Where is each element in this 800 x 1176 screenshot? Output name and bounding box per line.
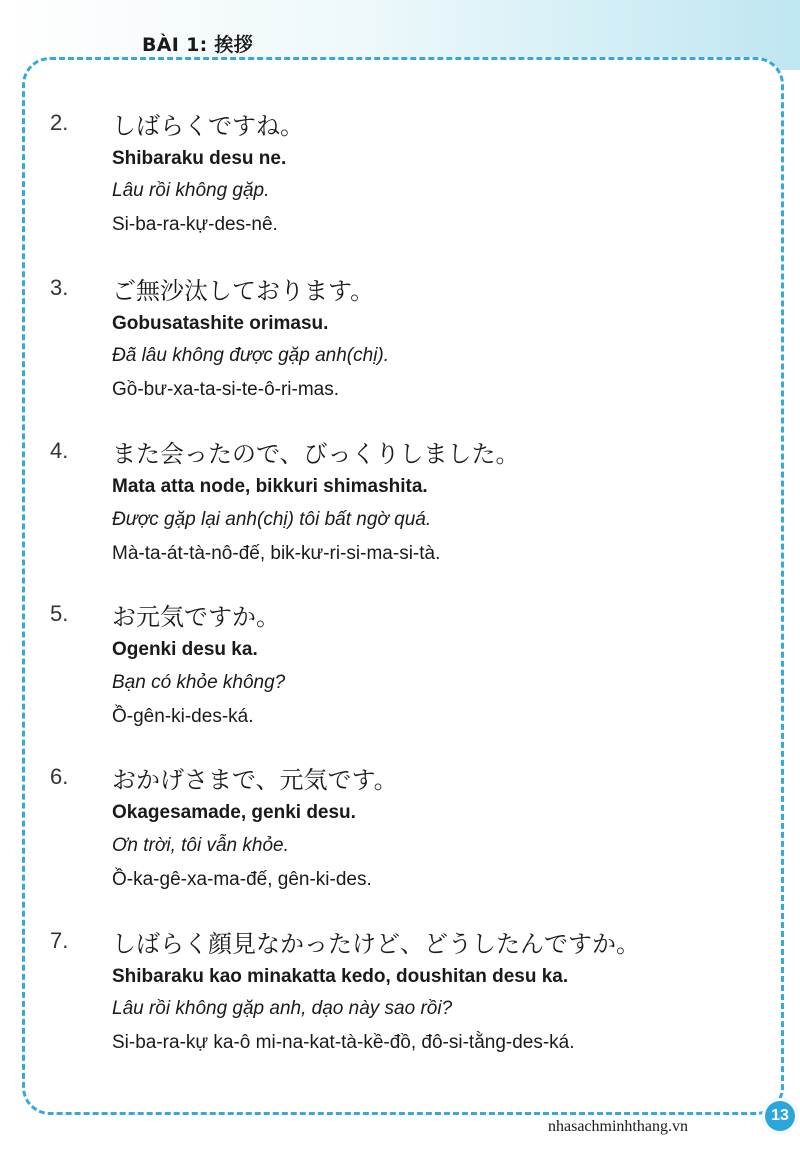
publisher-website: nhasachminhthang.vn — [548, 1118, 688, 1135]
lesson-header — [142, 30, 253, 57]
pronunciation-text: Ồ-ka-gê-xa-ma-đế, gên-ki-des. — [112, 869, 372, 890]
romaji-text: Ogenki desu ka. — [112, 639, 258, 660]
japanese-phrase: また会ったので、びっくりしました。 — [112, 440, 520, 468]
lesson-label: BÀI 1: — [142, 34, 208, 56]
romaji-text: Gobusatashite orimasu. — [112, 313, 329, 334]
japanese-phrase: ご無沙汰しております。 — [112, 277, 375, 305]
entry-number: 5. — [50, 601, 69, 626]
pronunciation-text: Si-ba-ra-kự-des-nê. — [112, 214, 278, 235]
entry-number: 4. — [50, 438, 69, 463]
japanese-phrase: しばらくですね。 — [112, 112, 304, 140]
japanese-phrase: お元気ですか。 — [112, 603, 280, 631]
japanese-phrase: しばらく顔見なかったけど、どうしたんですか。 — [112, 930, 640, 958]
entry-number: 7. — [50, 928, 69, 953]
vietnamese-meaning: Bạn có khỏe không? — [112, 672, 286, 693]
romaji-text: Mata atta node, bikkuri shimashita. — [112, 476, 428, 497]
pronunciation-text: Si-ba-ra-kự ka-ô mi-na-kat-tà-kề-đồ, đô-si-tằng-des-ká. — [112, 1032, 575, 1053]
japanese-phrase: おかげさまで、元気です。 — [112, 766, 398, 794]
vietnamese-meaning: Lâu rồi không gặp. — [112, 180, 270, 201]
vietnamese-meaning: Đã lâu không được gặp anh(chị). — [112, 345, 390, 366]
romaji-text: Okagesamade, genki desu. — [112, 802, 356, 823]
romaji-text: Shibaraku desu ne. — [112, 148, 287, 169]
pronunciation-text: Gồ-bư-xa-ta-si-te-ô-ri-mas. — [112, 379, 340, 400]
lesson-title: 挨拶 — [214, 34, 254, 56]
entry-number: 3. — [50, 275, 69, 300]
pronunciation-text: Ồ-gên-ki-des-ká. — [112, 706, 254, 727]
entry-number: 6. — [50, 764, 69, 789]
vietnamese-meaning: Ơn trời, tôi vẫn khỏe. — [112, 835, 289, 856]
entry-number: 2. — [50, 110, 69, 135]
page-number-badge: 13 — [762, 1098, 798, 1134]
romaji-text: Shibaraku kao minakatta kedo, doushitan desu ka. — [112, 966, 569, 987]
vietnamese-meaning: Lâu rồi không gặp anh, dạo này sao rồi? — [112, 998, 453, 1019]
pronunciation-text: Mà-ta-át-tà-nô-đế, bik-kư-ri-si-ma-si-tà. — [112, 543, 441, 564]
vietnamese-meaning: Được gặp lại anh(chị) tôi bất ngờ quá. — [112, 509, 432, 530]
